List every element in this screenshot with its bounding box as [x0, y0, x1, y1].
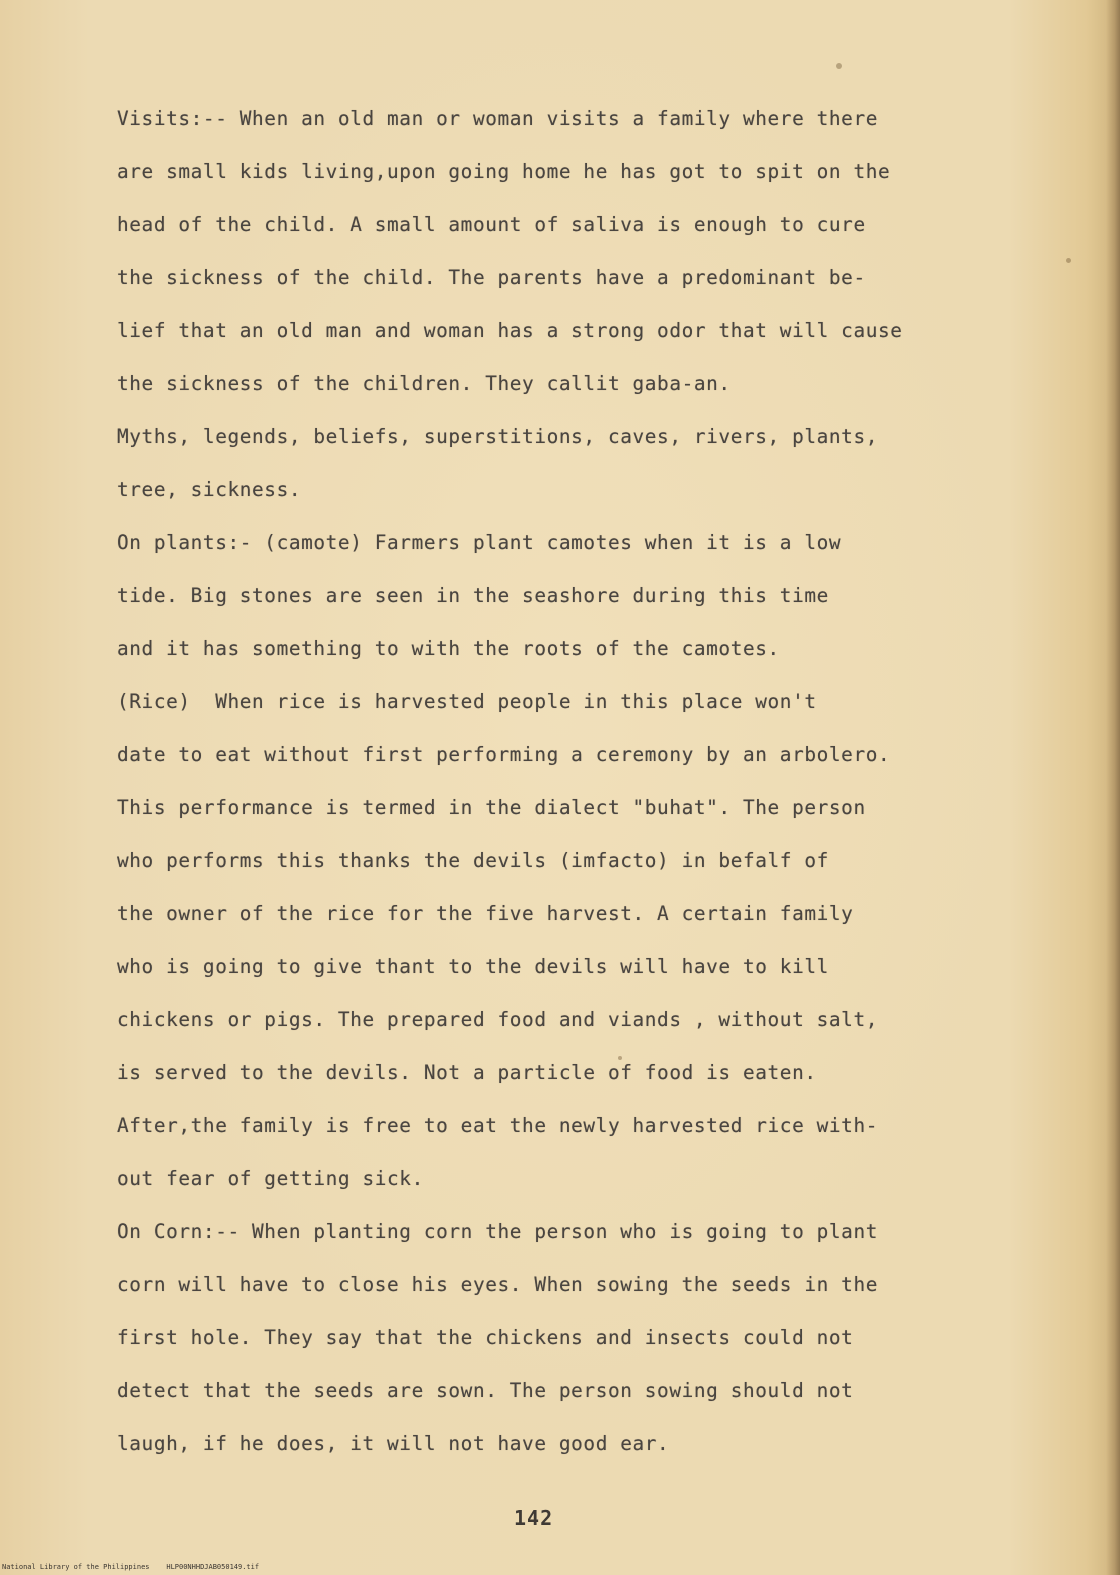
- text-line: tide. Big stones are seen in the seashore during this time: [117, 584, 829, 607]
- text-line: lief that an old man and woman has a strong odor that will cause: [117, 319, 903, 342]
- text-line: are small kids living,upon going home he has got to spit on the: [117, 160, 891, 183]
- typed-text-body: [117, 92, 1017, 1470]
- text-line: out fear of getting sick.: [117, 1167, 424, 1190]
- text-line: who is going to give thant to the devils will have to kill: [117, 955, 829, 978]
- text-line: head of the child. A small amount of saliva is enough to cure: [117, 213, 866, 236]
- text-line: After,the family is free to eat the newly harvested rice with-: [117, 1114, 878, 1137]
- page-edge-shadow: [1106, 0, 1120, 1575]
- text-line: who performs this thanks the devils (imfacto) in befalf of: [117, 849, 829, 872]
- text-line: Visits:-- When an old man or woman visits a family where there: [117, 107, 878, 130]
- text-line: the sickness of the children. They callit gaba-an.: [117, 372, 731, 395]
- text-line: chickens or pigs. The prepared food and viands , without salt,: [117, 1008, 878, 1031]
- ink-speck: [1066, 258, 1071, 263]
- text-line: and it has something to with the roots of the camotes.: [117, 637, 780, 660]
- text-line: laugh, if he does, it will not have good ear.: [117, 1432, 670, 1455]
- text-line: (Rice) When rice is harvested people in this place won't: [117, 690, 817, 713]
- text-line: is served to the devils. Not a particle of food is eaten.: [117, 1061, 817, 1084]
- text-line: This performance is termed in the dialect "buhat". The person: [117, 796, 866, 819]
- text-line: On Corn:-- When planting corn the person who is going to plant: [117, 1220, 878, 1243]
- text-line: date to eat without first performing a ceremony by an arbolero.: [117, 743, 891, 766]
- text-line: Myths, legends, beliefs, superstitions, caves, rivers, plants,: [117, 425, 878, 448]
- text-line: detect that the seeds are sown. The person sowing should not: [117, 1379, 854, 1402]
- text-line: first hole. They say that the chickens and insects could not: [117, 1326, 854, 1349]
- scan-footer: National Library of the Philippines HLP00NHHDJAB050149.tif: [2, 1563, 260, 1571]
- text-line: corn will have to close his eyes. When sowing the seeds in the: [117, 1273, 878, 1296]
- text-line: the sickness of the child. The parents have a predominant be-: [117, 266, 866, 289]
- text-line: the owner of the rice for the five harvest. A certain family: [117, 902, 854, 925]
- text-line: tree, sickness.: [117, 478, 302, 501]
- text-line: On plants:- (camote) Farmers plant camotes when it is a low: [117, 531, 842, 554]
- ink-speck: [836, 63, 842, 69]
- page-number: 142: [514, 1506, 554, 1530]
